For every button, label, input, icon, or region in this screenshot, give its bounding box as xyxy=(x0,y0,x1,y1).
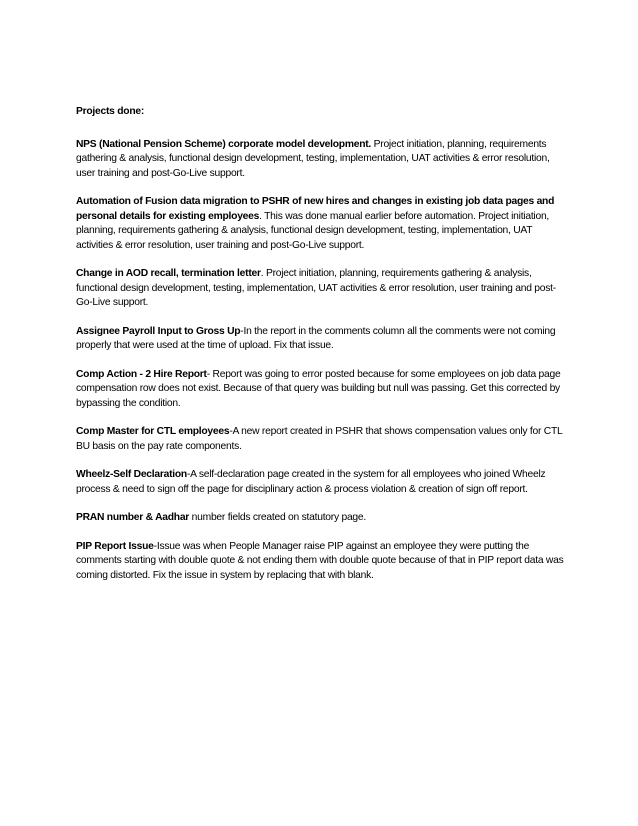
project-title: Change in AOD recall, termination letter xyxy=(76,268,261,279)
project-title: Wheelz-Self Declaration xyxy=(76,469,187,480)
project-item-aod-recall xyxy=(76,267,568,311)
section-heading: Projects done: xyxy=(76,106,145,117)
project-description: - Report was going to error posted because for some employees on job data page compensation row does not exist. Because of that query was building but null was passing. Get this corrected by bypassing the condition. xyxy=(76,368,561,409)
project-description: -A self-declaration page created in the system for all employees who joined Wheelz process & need to sign off the page for disciplinary action & process violation & creation of sign off report. xyxy=(76,469,546,495)
project-title: PIP Report Issue xyxy=(76,540,154,552)
project-description: . Project initiation, planning, requirements gathering & analysis, functional design development, testing, implementation, UAT activities & error resolution, user training and post-Go-Live support. xyxy=(76,268,556,308)
project-title: Comp Action - 2 Hire Report xyxy=(76,368,207,380)
project-title: Assignee Payroll Input to Gross Up xyxy=(76,325,241,337)
project-description: -In the report in the comments column all the comments were not coming properly that were used at the time of upload. Fix that issue. xyxy=(76,325,556,351)
project-item-pip-report xyxy=(76,540,568,584)
project-title: PRAN number & Aadhar xyxy=(76,512,190,523)
project-description: -A new report created in PSHR that shows compensation values only for CTL BU basis on the pay rate components. xyxy=(76,426,563,452)
project-description: -Issue was when People Manager raise PIP against an employee they were putting the comments starting with double quote & not ending them with double quote because of that in PIP report data was coming distorted. Fix the issue in system by replacing that with blank. xyxy=(76,540,564,581)
project-item-nps xyxy=(76,138,568,182)
project-description: . This was done manual earlier before automation. Project initiation, planning, requirements gathering & analysis, functional design development, testing, implementation, UAT activities & error resolution, user training and post-Go-Live support. xyxy=(76,210,550,251)
project-title: Automation of Fusion data migration to PSHR of new hires and changes in existing job data pages and personal details for existing employees xyxy=(76,196,555,222)
project-title: NPS (National Pension Scheme) corporate model development. xyxy=(76,138,372,150)
document-body xyxy=(76,105,568,597)
project-description: number fields created on statutory page. xyxy=(189,512,366,523)
project-title: Comp Master for CTL employees xyxy=(76,426,230,437)
project-item-comp-action xyxy=(76,368,568,412)
project-item-comp-master xyxy=(76,425,568,454)
project-description: Project initiation, planning, requirements gathering & analysis, functional design development, testing, implementation, UAT activities & error resolution, user training and post-Go-Live support. xyxy=(76,138,550,179)
project-item-pran-aadhar xyxy=(76,511,568,526)
project-item-fusion-migration xyxy=(76,195,568,253)
project-item-assignee-payroll xyxy=(76,325,568,354)
project-item-wheelz xyxy=(76,468,568,497)
